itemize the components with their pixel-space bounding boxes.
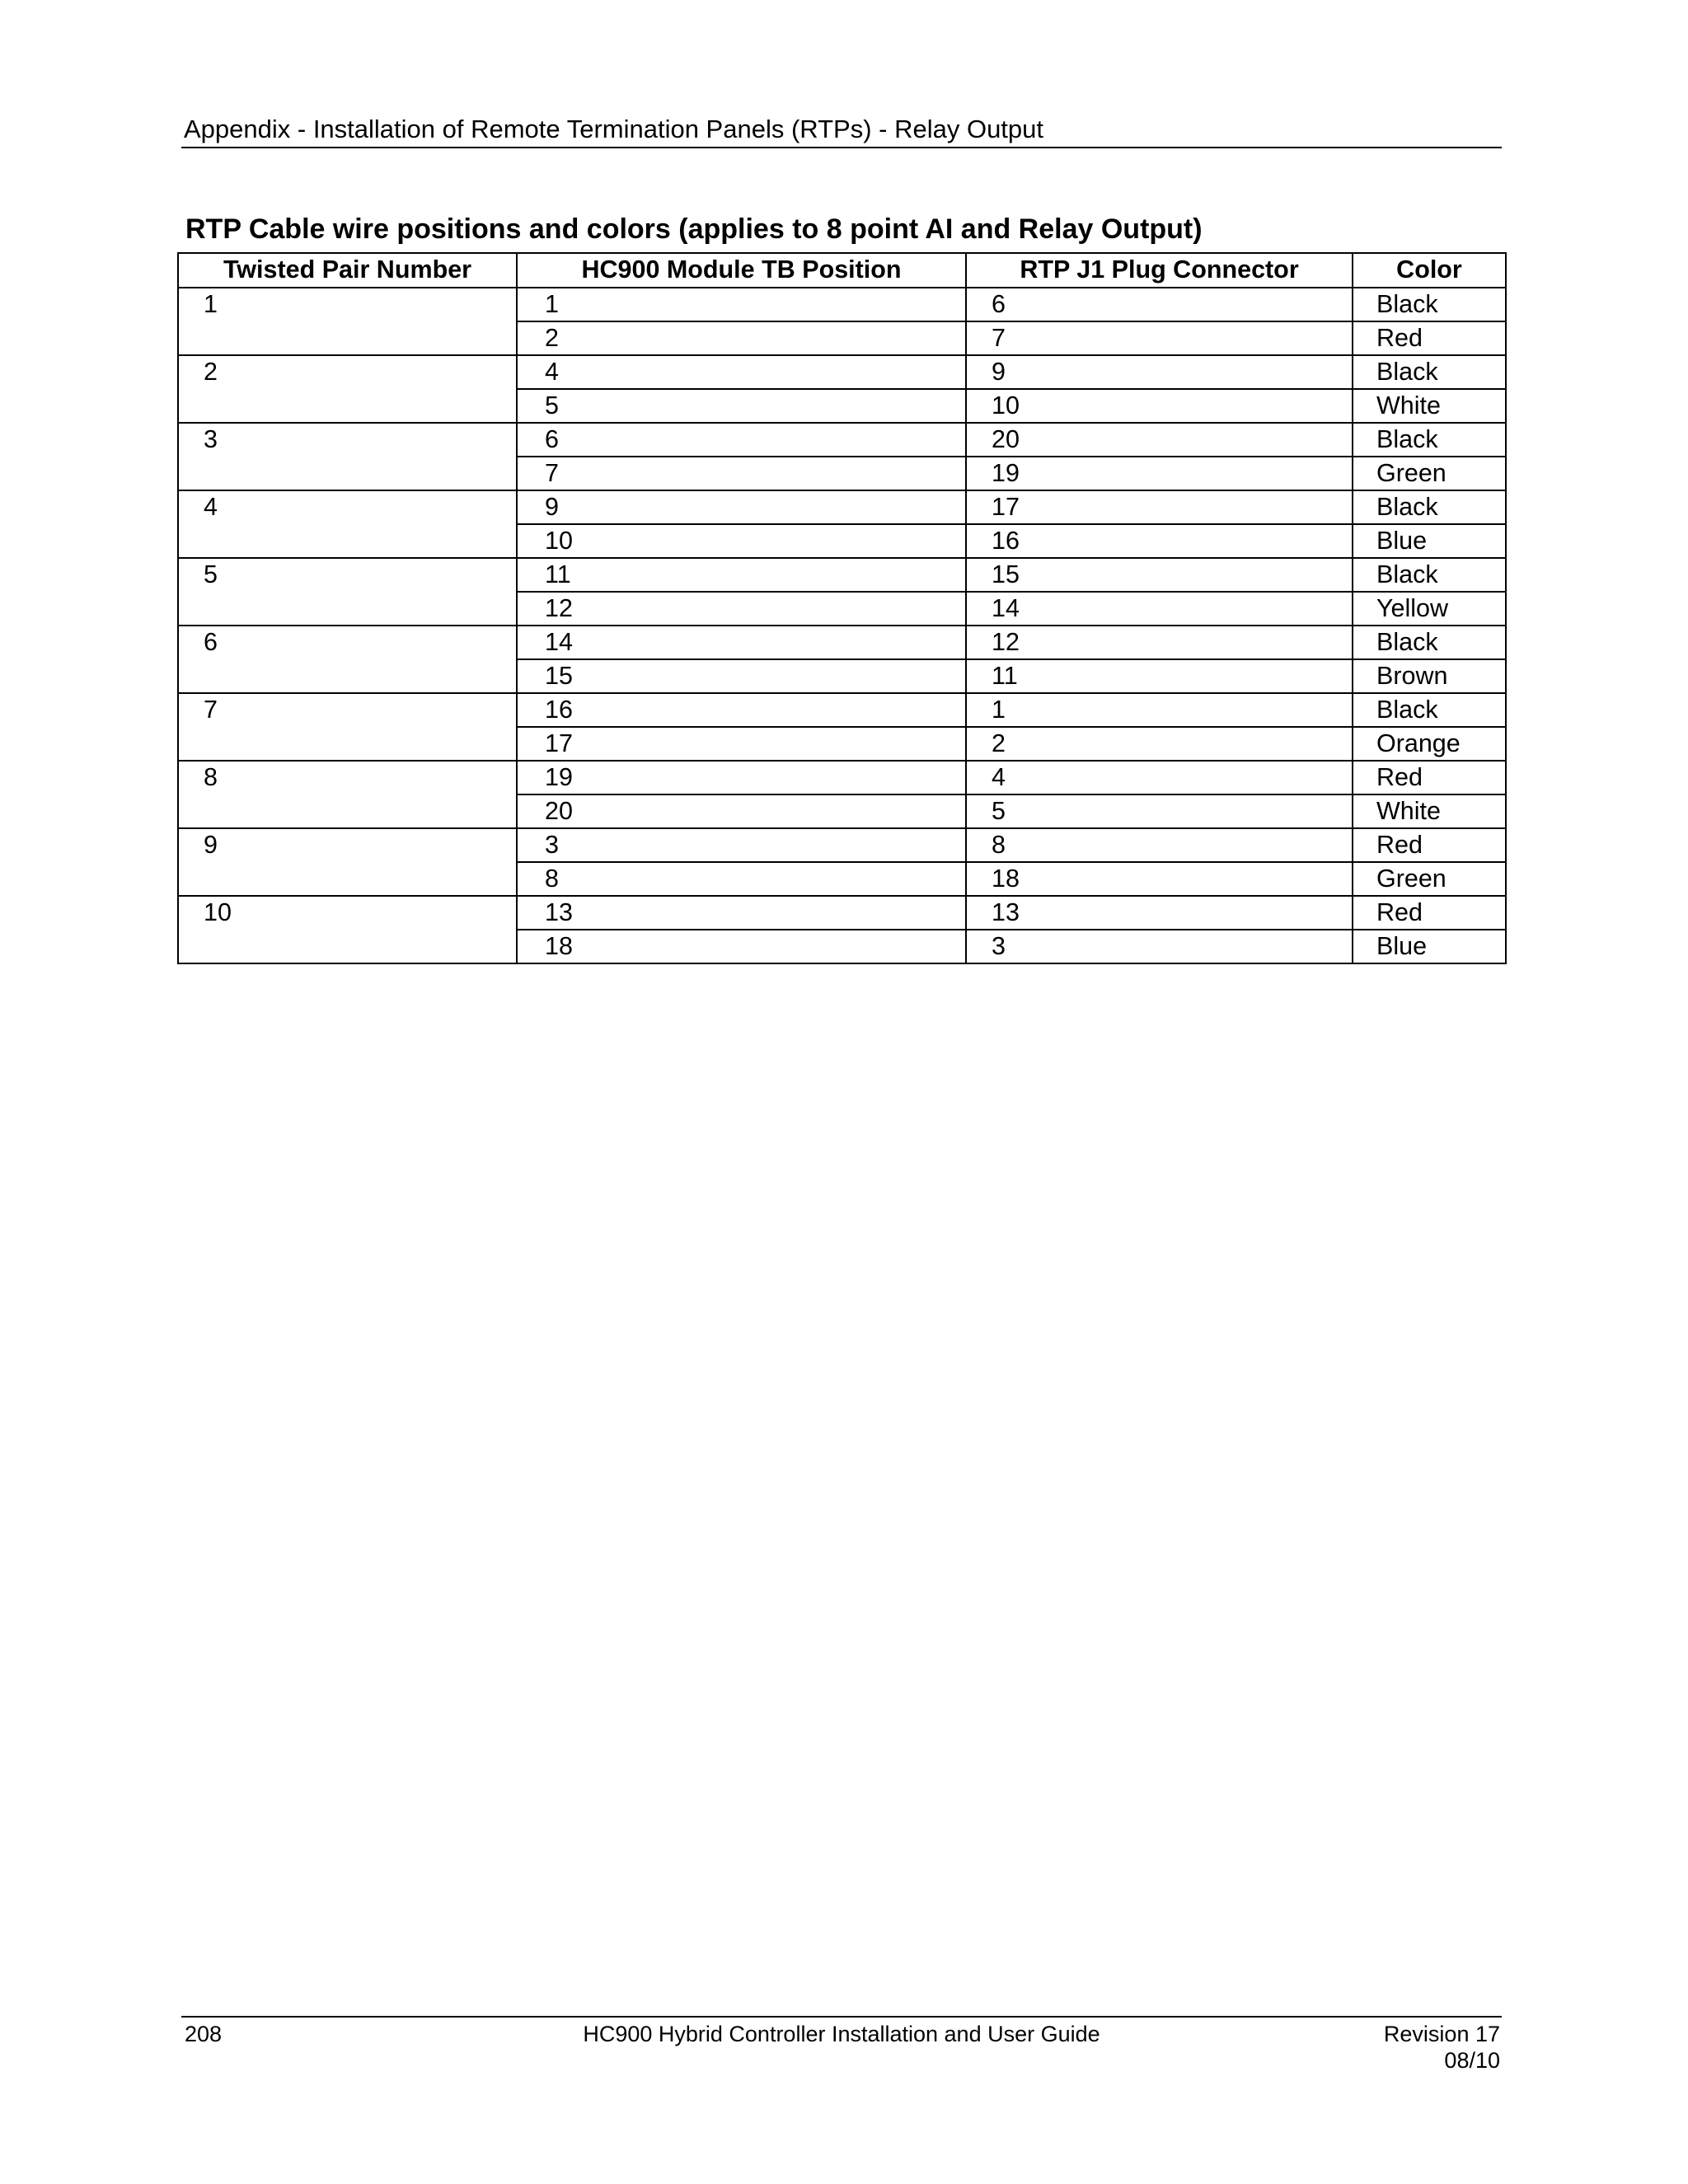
- footer-revision: [1384, 2021, 1500, 2074]
- cell-j1-connector: 1: [966, 693, 1353, 727]
- table-row: [178, 896, 1506, 930]
- cell-wire-color: Black: [1353, 693, 1506, 727]
- cell-j1-connector: 10: [966, 389, 1353, 423]
- cell-j1-connector: 13: [966, 896, 1353, 930]
- cell-wire-color: White: [1353, 794, 1506, 828]
- footer-doc-title: HC900 Hybrid Controller Installation and User Guide: [583, 2022, 1100, 2046]
- cell-j1-connector: 7: [966, 321, 1353, 355]
- cell-wire-color: Black: [1353, 355, 1506, 389]
- cell-tb-position: 10: [517, 524, 966, 558]
- cell-tb-position: 16: [517, 693, 966, 727]
- table-row: [178, 423, 1506, 457]
- cell-tb-position: 13: [517, 896, 966, 930]
- cell-twisted-pair-number: 10: [178, 896, 517, 963]
- cell-wire-color: Blue: [1353, 524, 1506, 558]
- cell-j1-connector: 14: [966, 592, 1353, 626]
- cell-tb-position: 14: [517, 626, 966, 659]
- table-row: [178, 355, 1506, 389]
- cell-wire-color: Red: [1353, 761, 1506, 794]
- page-header: [181, 112, 1502, 148]
- revision-label: Revision 17: [1383, 2022, 1500, 2046]
- cell-tb-position: 2: [517, 321, 966, 355]
- column-header-tb-position: HC900 Module TB Position: [517, 253, 966, 288]
- cell-tb-position: 5: [517, 389, 966, 423]
- table-header-row: [178, 253, 1506, 288]
- cell-j1-connector: 17: [966, 490, 1353, 524]
- table-row: [178, 558, 1506, 592]
- cell-j1-connector: 3: [966, 930, 1353, 963]
- cell-tb-position: 6: [517, 423, 966, 457]
- table-row: [178, 288, 1506, 321]
- cell-wire-color: Orange: [1353, 727, 1506, 761]
- cell-wire-color: White: [1353, 389, 1506, 423]
- table-body: [178, 288, 1506, 963]
- cell-tb-position: 9: [517, 490, 966, 524]
- cell-tb-position: 15: [517, 659, 966, 693]
- cell-tb-position: 1: [517, 288, 966, 321]
- cell-j1-connector: 15: [966, 558, 1353, 592]
- cell-twisted-pair-number: 2: [178, 355, 517, 423]
- cell-j1-connector: 12: [966, 626, 1353, 659]
- cell-twisted-pair-number: 8: [178, 761, 517, 828]
- cell-j1-connector: 5: [966, 794, 1353, 828]
- cell-tb-position: 18: [517, 930, 966, 963]
- cell-tb-position: 12: [517, 592, 966, 626]
- cell-wire-color: Black: [1353, 288, 1506, 321]
- cell-wire-color: Yellow: [1353, 592, 1506, 626]
- cell-wire-color: Red: [1353, 828, 1506, 862]
- cell-tb-position: 4: [517, 355, 966, 389]
- table-row: [178, 693, 1506, 727]
- revision-date: 08/10: [1444, 2048, 1500, 2073]
- cell-wire-color: Black: [1353, 423, 1506, 457]
- cell-tb-position: 17: [517, 727, 966, 761]
- cell-tb-position: 7: [517, 457, 966, 490]
- cell-j1-connector: 8: [966, 828, 1353, 862]
- cell-wire-color: Red: [1353, 896, 1506, 930]
- cell-tb-position: 3: [517, 828, 966, 862]
- cell-wire-color: Green: [1353, 862, 1506, 896]
- cell-twisted-pair-number: 1: [178, 288, 517, 355]
- cell-twisted-pair-number: 6: [178, 626, 517, 693]
- cell-wire-color: Black: [1353, 626, 1506, 659]
- cell-j1-connector: 20: [966, 423, 1353, 457]
- cell-twisted-pair-number: 9: [178, 828, 517, 896]
- cell-j1-connector: 11: [966, 659, 1353, 693]
- cell-j1-connector: 19: [966, 457, 1353, 490]
- table-row: [178, 828, 1506, 862]
- page-number: 208: [185, 2022, 223, 2046]
- cell-tb-position: 8: [517, 862, 966, 896]
- column-header-color: Color: [1353, 253, 1506, 288]
- cell-tb-position: 19: [517, 761, 966, 794]
- wire-positions-table: [177, 252, 1507, 964]
- cell-tb-position: 11: [517, 558, 966, 592]
- cell-wire-color: Blue: [1353, 930, 1506, 963]
- cell-wire-color: Black: [1353, 490, 1506, 524]
- cell-twisted-pair-number: 7: [178, 693, 517, 761]
- table-row: [178, 761, 1506, 794]
- cell-wire-color: Green: [1353, 457, 1506, 490]
- cell-wire-color: Black: [1353, 558, 1506, 592]
- table-row: [178, 626, 1506, 659]
- cell-twisted-pair-number: 3: [178, 423, 517, 490]
- cell-j1-connector: 2: [966, 727, 1353, 761]
- cell-twisted-pair-number: 4: [178, 490, 517, 558]
- cell-wire-color: Brown: [1353, 659, 1506, 693]
- table-row: [178, 490, 1506, 524]
- cell-j1-connector: 4: [966, 761, 1353, 794]
- running-title: Appendix - Installation of Remote Termination Panels (RTPs) - Relay Output: [184, 115, 1044, 143]
- cell-wire-color: Red: [1353, 321, 1506, 355]
- cell-j1-connector: 16: [966, 524, 1353, 558]
- column-header-twisted-pair: Twisted Pair Number: [178, 253, 517, 288]
- table-title: RTP Cable wire positions and colors (applies to 8 point AI and Relay Output): [185, 213, 1203, 245]
- column-header-j1-connector: RTP J1 Plug Connector: [966, 253, 1353, 288]
- cell-j1-connector: 6: [966, 288, 1353, 321]
- cell-twisted-pair-number: 5: [178, 558, 517, 626]
- cell-j1-connector: 18: [966, 862, 1353, 896]
- cell-j1-connector: 9: [966, 355, 1353, 389]
- cell-tb-position: 20: [517, 794, 966, 828]
- page-footer: [181, 2016, 1502, 2083]
